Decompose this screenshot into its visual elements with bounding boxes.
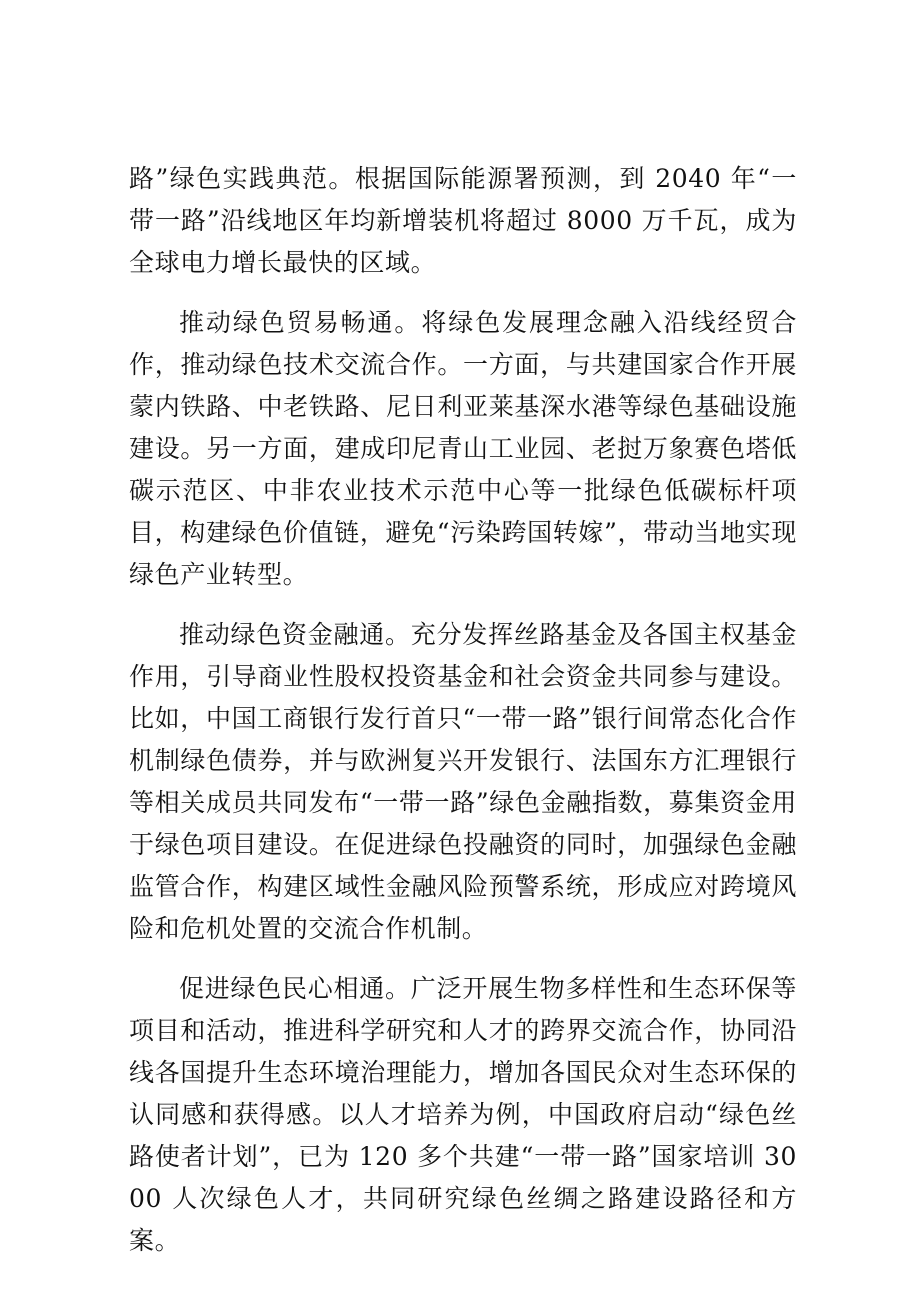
paragraph-people-connectivity: 促进绿色民心相通。广泛开展生物多样性和生态环保等项目和活动，推进科学研究和人才的跨界交流合作，协同沿线各国提升生态环境治理能力，增加各国民众对生态环保的认同感和获得感。以人才培养为例，中国政府启动“绿色丝路使者计划”，已为 120 多个共建“一带一路”国家培训 3000 人次绿色人才，共同研究绿色丝绸之路建设路径和方案。 xyxy=(129,974,797,1255)
paragraph-green-trade: 推动绿色贸易畅通。将绿色发展理念融入沿线经贸合作，推动绿色技术交流合作。一方面，与共建国家合作开展蒙内铁路、中老铁路、尼日利亚莱基深水港等绿色基础设施建设。另一方面，建成印尼青山工业园、老挝万象赛色塔低碳示范区、中非农业技术示范中心等一批绿色低碳标杆项目，构建绿色价值链，避免“污染跨国转嫁”，带动当地实现绿色产业转型。 xyxy=(129,308,797,589)
paragraph-continuation: 路”绿色实践典范。根据国际能源署预测，到 2040 年“一带一路”沿线地区年均新增装机将超过 8000 万千瓦，成为全球电力增长最快的区域。 xyxy=(129,164,797,277)
document-body xyxy=(129,158,797,1280)
paragraph-green-finance: 推动绿色资金融通。充分发挥丝路基金及各国主权基金作用，引导商业性股权投资基金和社会资金共同参与建设。比如，中国工商银行发行首只“一带一路”银行间常态化合作机制绿色债券，并与欧洲复兴开发银行、法国东方汇理银行等相关成员共同发布“一带一路”绿色金融指数，募集资金用于绿色项目建设。在促进绿色投融资的同时，加强绿色金融监管合作，构建区域性金融风险预警系统，形成应对跨境风险和危机处置的交流合作机制。 xyxy=(129,620,797,943)
